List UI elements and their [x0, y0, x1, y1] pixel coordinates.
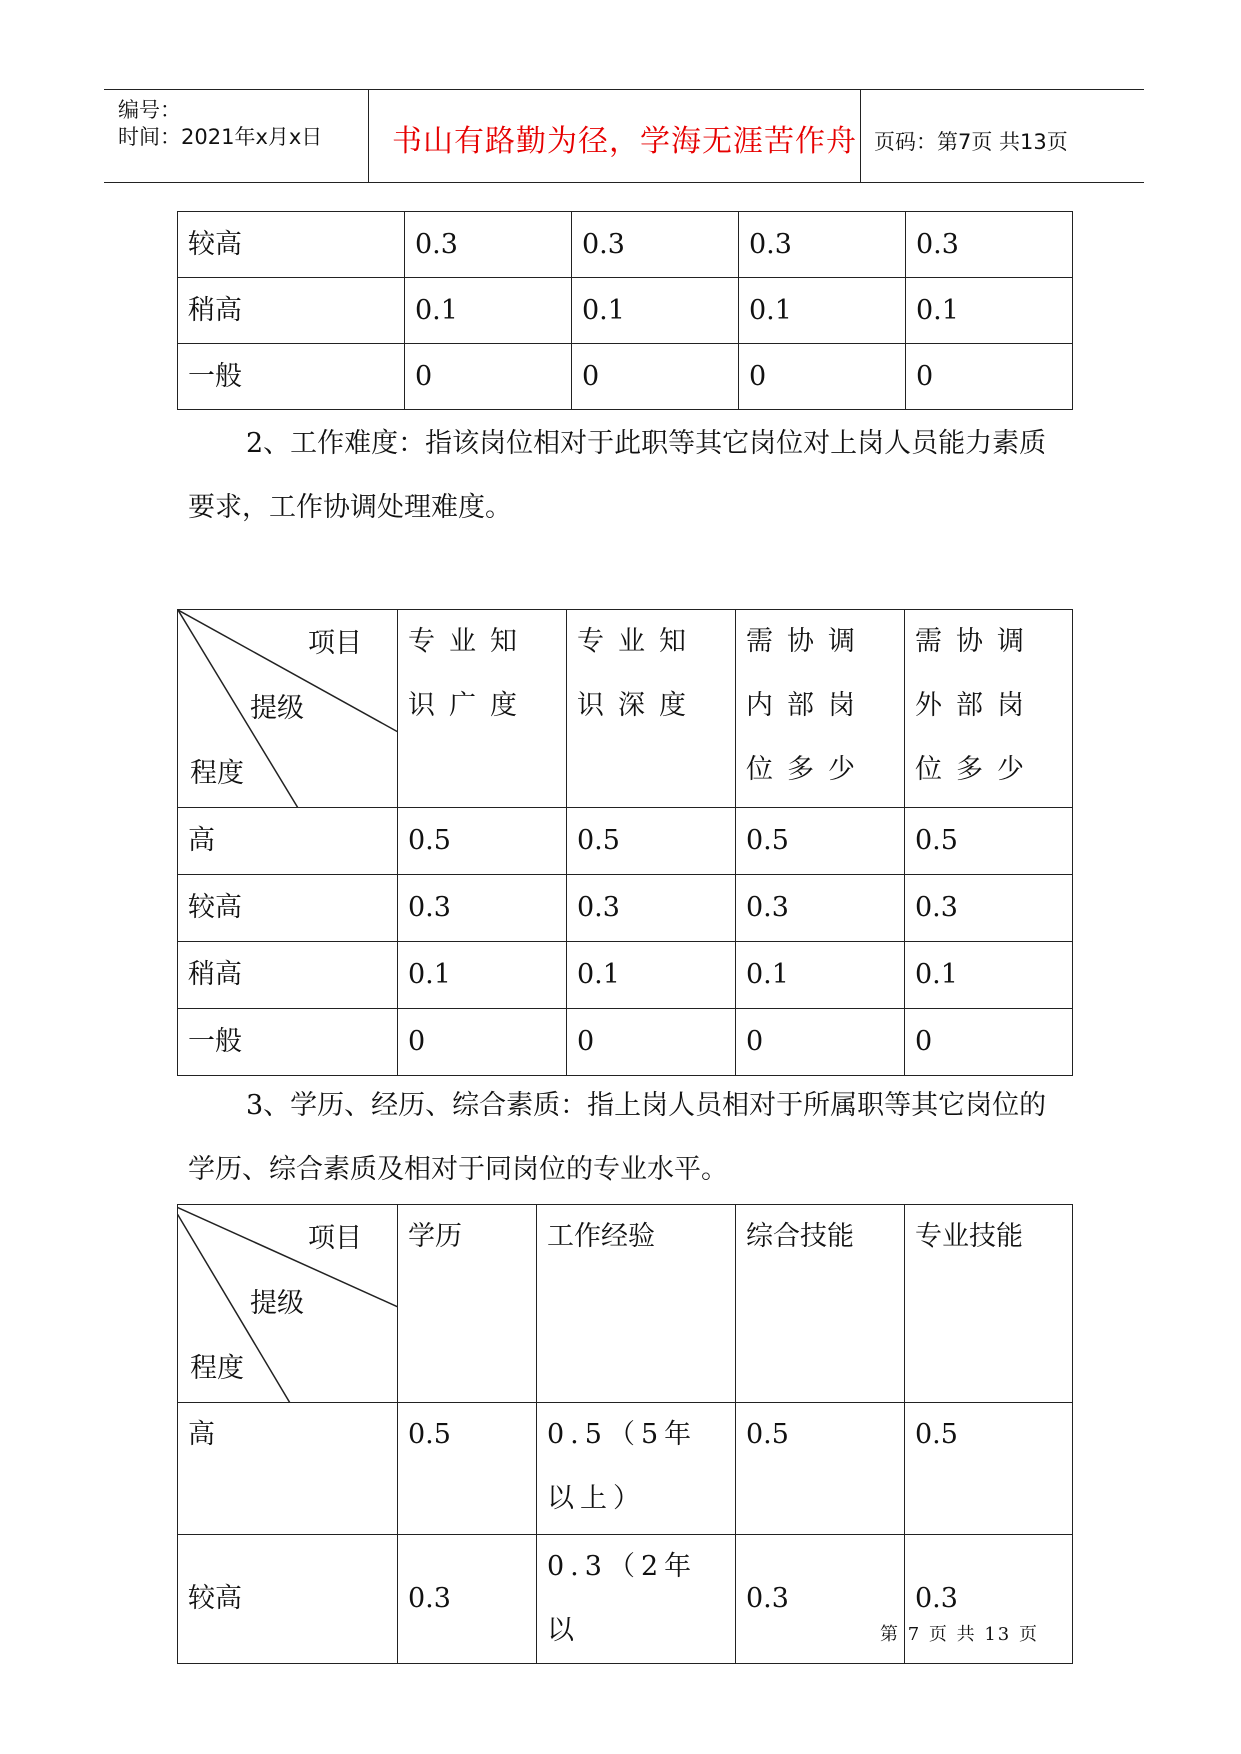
table-cell: 0 — [405, 344, 572, 410]
table-row — [178, 1009, 1073, 1076]
corner-degree-label: 程度 — [190, 1353, 244, 1384]
table-cell: 0.3 — [905, 1535, 1073, 1664]
table-row — [178, 278, 1073, 344]
table-education-experience — [177, 1204, 1073, 1664]
table-cell: 0 — [906, 344, 1073, 410]
header-motto: 书山有路勤为径，学海无涯苦作舟 — [392, 124, 857, 159]
table-cell: 0.1 — [905, 942, 1073, 1009]
table-cell: 0 — [736, 1009, 905, 1076]
table-cell: 0.3 — [736, 875, 905, 942]
header-time-label: 时间：2021年x月x日 — [118, 125, 323, 149]
header-page-label: 页码：第7页 共13页 — [874, 130, 1068, 154]
table-row — [178, 212, 1073, 278]
column-header: 专业知识深度 — [567, 610, 736, 808]
table-cell: 0.1 — [736, 942, 905, 1009]
table-cell: 0.1 — [405, 278, 572, 344]
table-cell: 0.3 — [906, 212, 1073, 278]
column-header: 需协调内部岗位多少 — [736, 610, 905, 808]
table-cell: 0.3 — [398, 1535, 537, 1664]
table-cell: 0.1 — [567, 942, 736, 1009]
table-work-difficulty — [177, 609, 1073, 1076]
table-cell: 0.1 — [739, 278, 906, 344]
diagonal-header-cell — [178, 610, 398, 808]
table-cell: 0.3 — [905, 875, 1073, 942]
table-cell: 0.5 — [905, 1403, 1073, 1535]
column-header: 工作经验 — [537, 1205, 736, 1403]
corner-item-label: 项目 — [308, 1223, 362, 1254]
table-cell: 较高 — [178, 212, 405, 278]
table-cell: 0.3 — [572, 212, 739, 278]
table-cell: 稍高 — [178, 278, 405, 344]
table-cell: 较高 — [178, 875, 398, 942]
table-row — [178, 875, 1073, 942]
table-score-continued — [177, 211, 1073, 410]
table-cell: 高 — [178, 808, 398, 875]
table-cell: 0 — [739, 344, 906, 410]
table-header-row — [178, 610, 1073, 808]
table-cell: 0.3 — [567, 875, 736, 942]
section-3-text: 3、学历、经历、综合素质：指上岗人员相对于所属职等其它岗位的学历、综合素质及相对于同岗位的专业水平。 — [188, 1090, 1047, 1185]
table-cell: 较高 — [178, 1535, 398, 1664]
header-top-rule — [104, 89, 1144, 90]
table-cell: 0.1 — [572, 278, 739, 344]
table-row — [178, 808, 1073, 875]
table-cell: 0.5 — [736, 1403, 905, 1535]
table-row — [178, 1403, 1073, 1535]
table-cell: 0.3 — [739, 212, 906, 278]
column-header: 综合技能 — [736, 1205, 905, 1403]
corner-item-label: 项目 — [308, 628, 362, 659]
table-row — [178, 344, 1073, 410]
table-cell: 0.3 — [736, 1535, 905, 1664]
table-cell: 0.5 — [736, 808, 905, 875]
corner-grade-label: 提级 — [250, 1288, 304, 1319]
table-cell: 0.5（5年以上） — [537, 1403, 736, 1535]
table-cell: 0.3 — [405, 212, 572, 278]
table-cell: 一般 — [178, 344, 405, 410]
page-footer: 第 7 页 共 13 页 — [880, 1624, 1039, 1645]
corner-grade-label: 提级 — [250, 693, 304, 724]
table-cell: 高 — [178, 1403, 398, 1535]
table-cell: 0.5 — [398, 808, 567, 875]
header-number-label: 编号： — [118, 98, 181, 122]
table-cell: 0.1 — [906, 278, 1073, 344]
section-2-paragraph — [188, 412, 1058, 540]
section-2-text: 2、工作难度：指该岗位相对于此职等其它岗位对上岗人员能力素质要求，工作协调处理难度。 — [188, 428, 1047, 523]
header-bottom-rule — [104, 182, 1144, 183]
table-cell: 0.1 — [398, 942, 567, 1009]
column-header: 专业知识广度 — [398, 610, 567, 808]
corner-degree-label: 程度 — [190, 758, 244, 789]
table-cell: 0.5 — [398, 1403, 537, 1535]
table-cell: 0 — [567, 1009, 736, 1076]
table-cell: 0.3 — [398, 875, 567, 942]
column-header: 专业技能 — [905, 1205, 1073, 1403]
table-row — [178, 942, 1073, 1009]
table-cell: 0 — [398, 1009, 567, 1076]
diagonal-header-cell — [178, 1205, 398, 1403]
table-cell: 0.5 — [905, 808, 1073, 875]
header-divider-left — [368, 89, 369, 182]
column-header: 需协调外部岗位多少 — [905, 610, 1073, 808]
table-cell: 0 — [905, 1009, 1073, 1076]
table-cell: 稍高 — [178, 942, 398, 1009]
section-3-paragraph — [188, 1074, 1058, 1202]
column-header: 学历 — [398, 1205, 537, 1403]
table-header-row — [178, 1205, 1073, 1403]
table-cell: 0.5 — [567, 808, 736, 875]
header-divider-right — [860, 89, 861, 182]
table-cell: 一般 — [178, 1009, 398, 1076]
table-cell: 0 — [572, 344, 739, 410]
table-cell: 0.3（2年以 — [537, 1535, 736, 1664]
